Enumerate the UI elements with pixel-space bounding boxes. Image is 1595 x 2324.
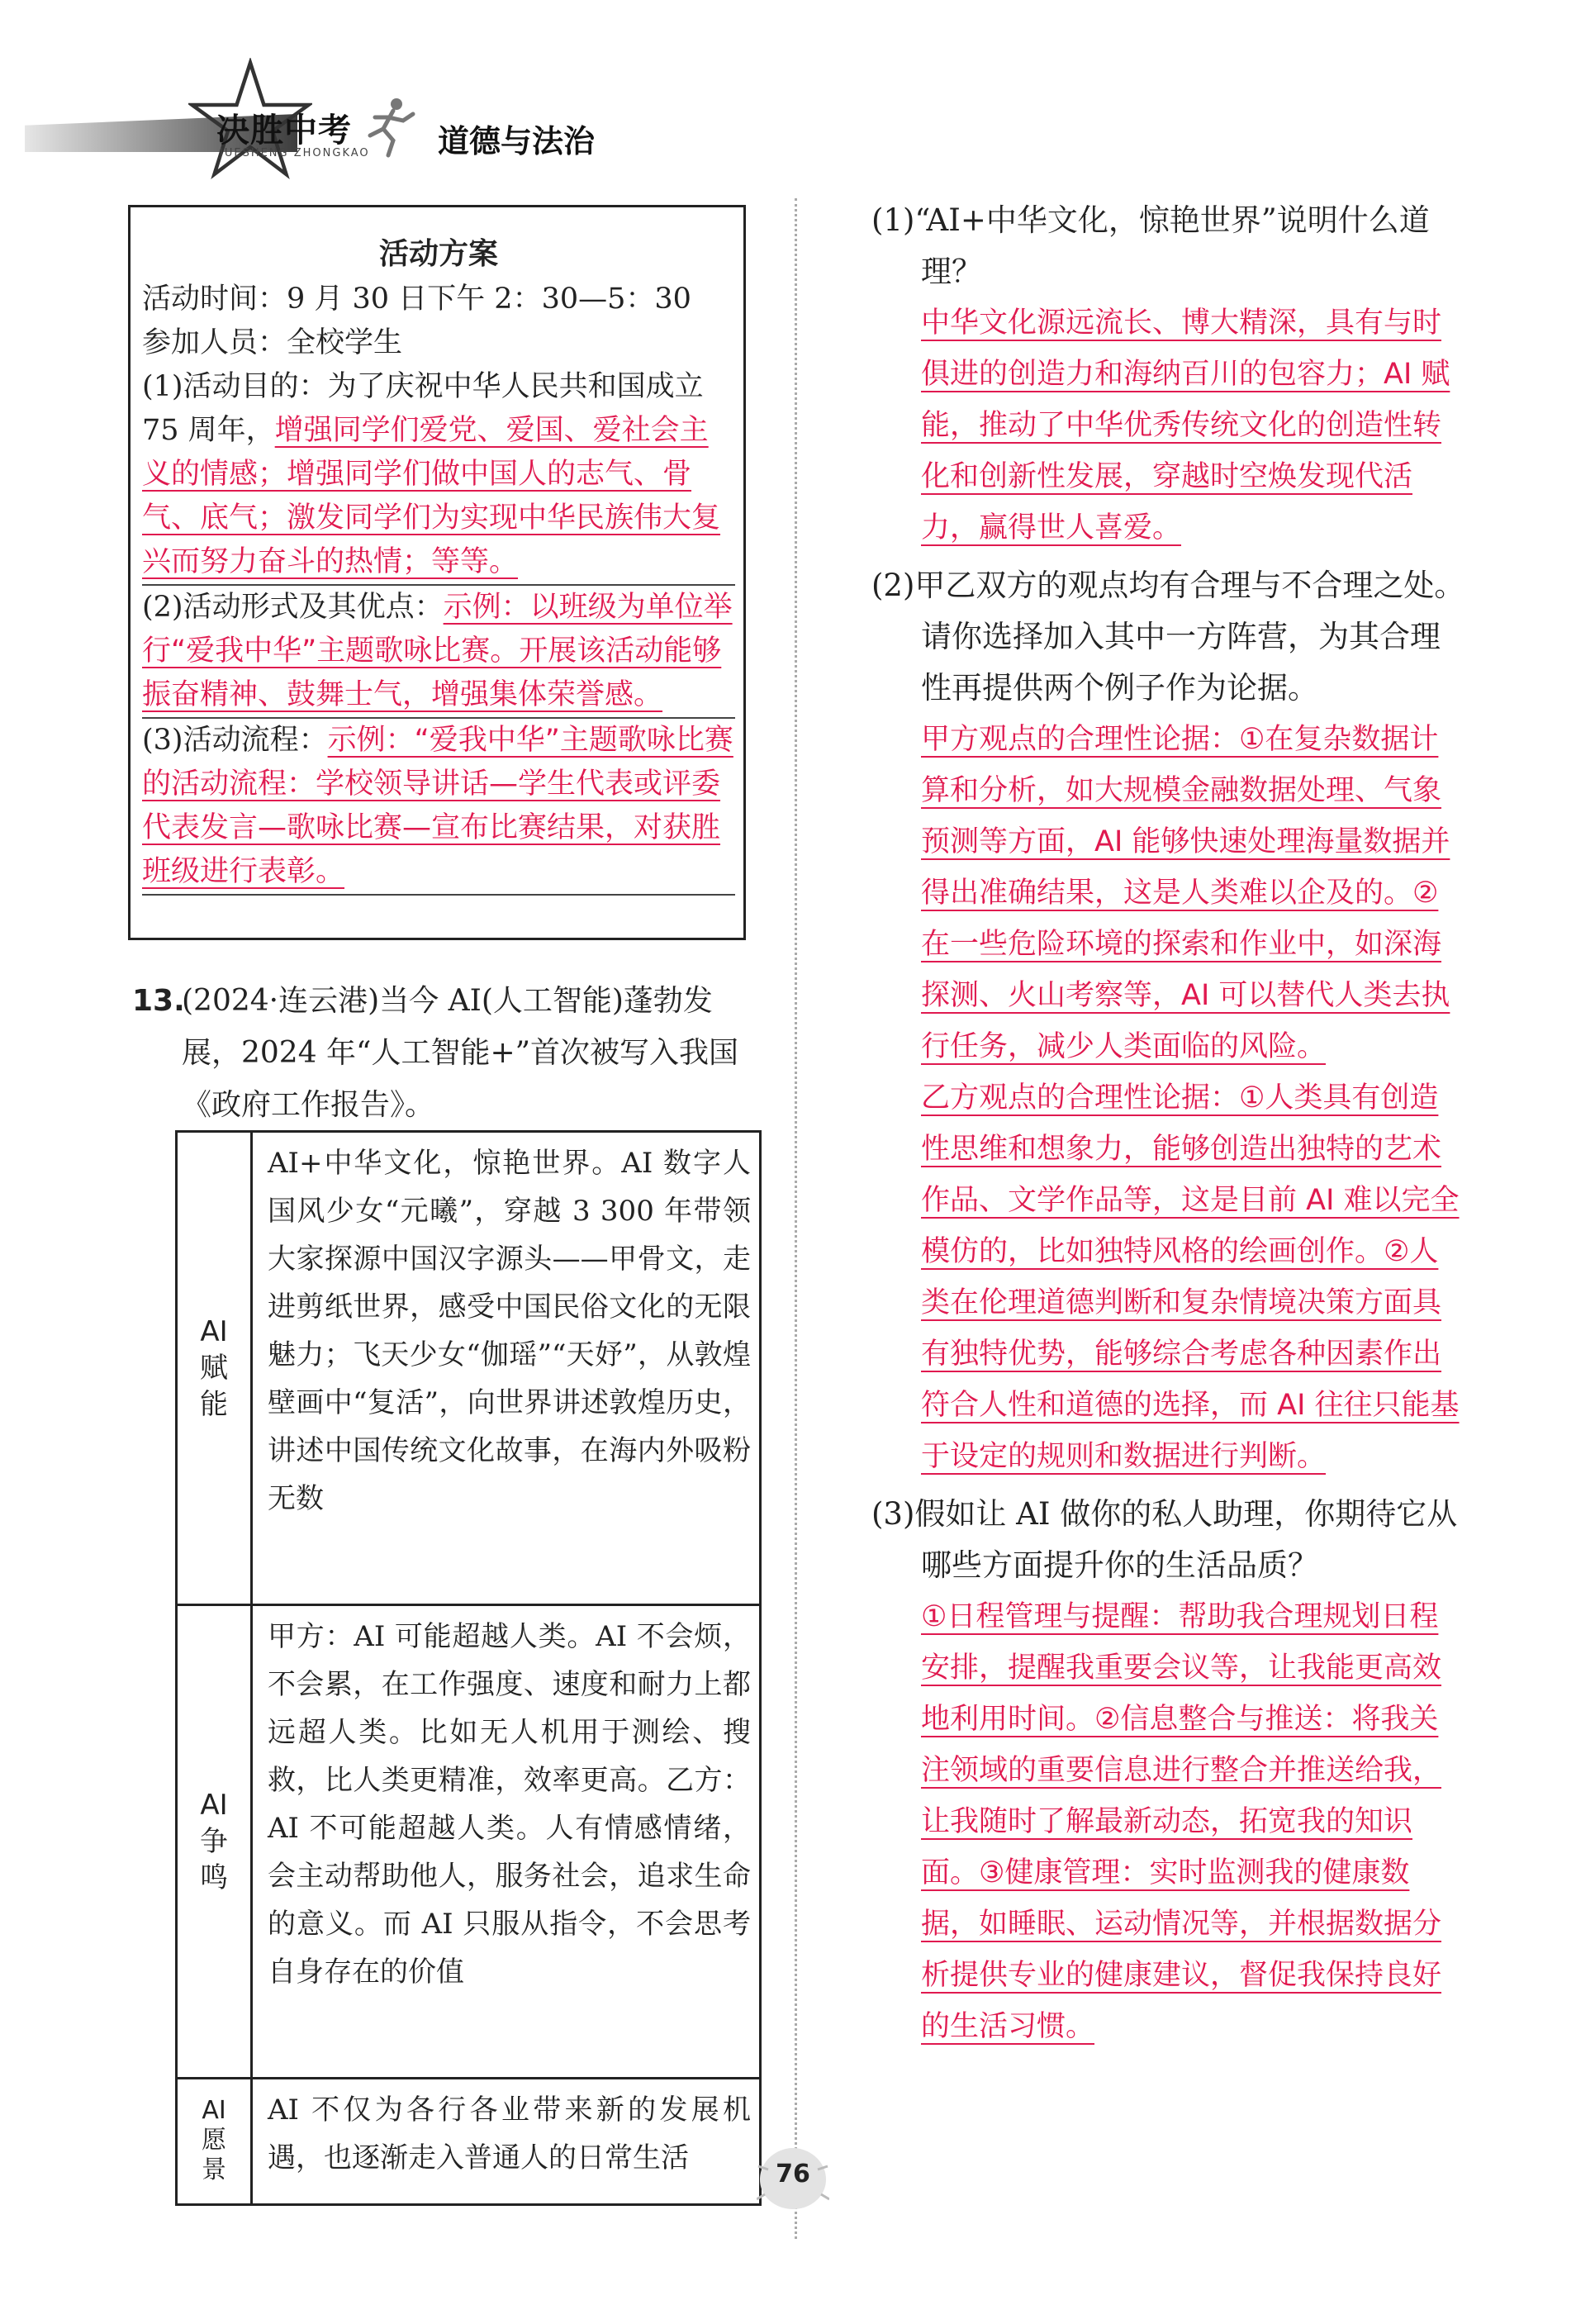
purpose-answer: 增强同学们爱党、爱国、爱社会主义的情感；增强同学们做中国人的志气、骨气、底气；激发同学们为实现中华民族伟大复兴而努力奋斗的热情；等等。	[142, 414, 721, 578]
process-answer: 示例：“爱我中华”主题歌咏比赛的活动流程：学校领导讲话—学生代表或评委代表发言—歌咏比赛—宣布比赛结果，对获胜班级进行表彰。	[142, 724, 733, 888]
activity-plan-title: 活动方案	[378, 237, 498, 271]
row-label-text: AI争鸣	[200, 1789, 228, 1894]
right-column	[871, 195, 1466, 2052]
sub-answer-1-text: 中华文化源远流长、博大精深，具有与时俱进的创造力和海纳百川的包容力；AI 赋能，推动了中华优秀传统文化的创造性转化和创新性发展，穿越时空焕发现代活力，赢得世人喜爱。	[921, 307, 1450, 544]
table-row	[177, 1132, 761, 1605]
sub-question-1: (1)“AI+中华文化，惊艳世界”说明什么道理？	[871, 202, 1430, 289]
page-number: 76	[776, 2160, 810, 2189]
activity-form	[142, 586, 735, 719]
material-table	[175, 1130, 762, 2206]
table-row	[177, 1605, 761, 2079]
sub-question-2: (2)甲乙双方的观点均有合理与不合理之处。请你选择加入其中一方阵营，为其合理性再提供两个例子作为论据。	[871, 568, 1465, 706]
sub-answer-2a	[871, 714, 1466, 1072]
row-content: 甲方：AI 可能超越人类。AI 不会烦，不会累，在工作强度、速度和耐力上都远超人类。比如无人机用于测绘、搜救，比人类更精准，效率更高。乙方：AI 不可能超越人类。人有情感情绪，会主动帮助他人，服务社会，追求生命的意义。而 AI 只服从指令，不会思考自身存在的价值	[252, 1605, 761, 2079]
brand-title: 决胜中考	[216, 112, 352, 150]
sub-answer-3-text: ①日程管理与提醒：帮助我合理规划日程安排，提醒我重要会议等，让我能更高效地利用时间。②信息整合与推送：将我关注领域的重要信息进行整合并推送给我，让我随时了解最新动态，拓宽我的知识面。③健康管理：实时监测我的健康数据，如睡眠、运动情况等，并根据数据分析提供专业的健康建议，督促我保持良好的生活习惯。	[921, 1600, 1442, 2043]
form-answer: 示例：以班级为单位举行“爱我中华”主题歌咏比赛。开展该活动能够振奋精神、鼓舞士气，增强集体荣誉感。	[142, 591, 733, 711]
purpose-label: (1)活动目的：为了庆祝中华人民共和国成立 75 周年，	[142, 370, 704, 447]
brand-pinyin: JUESHENG ZHONGKAO	[220, 147, 370, 159]
row-label	[177, 1132, 252, 1605]
question-number: 13.	[132, 984, 185, 1018]
form-label: (2)活动形式及其优点：	[142, 591, 444, 624]
sub-answer-2b-text: 乙方观点的合理性论据：①人类具有创造性思维和想象力，能够创造出独特的艺术作品、文学作品等，这是目前 AI 难以完全模仿的，比如独特风格的绘画创作。②人类在伦理道德判断和复杂情境决策方面具有独特优势，能够综合考虑各种因素作出符合人性和道德的选择，而 AI 往往只能基于设定的规则和数据进行判断。	[921, 1081, 1460, 1473]
activity-time: 活动时间：9 月 30 日下午 2：30—5：30	[142, 283, 691, 316]
runner-icon	[355, 93, 421, 159]
row-label	[177, 2079, 252, 2205]
question-13	[132, 975, 760, 1131]
column-divider	[795, 198, 797, 2239]
row-content: AI 不仅为各行各业带来新的发展机遇，也逐渐走入普通人的日常生活	[252, 2079, 761, 2205]
activity-purpose	[142, 365, 735, 586]
question-stem: (2024·连云港)当今 AI(人工智能)蓬勃发展，2024 年“人工智能+”首次被写入我国《政府工作报告》。	[182, 984, 739, 1122]
process-label: (3)活动流程：	[142, 724, 328, 757]
sub-answer-1	[871, 297, 1466, 554]
activity-plan-box	[128, 205, 746, 940]
sub-question-3: (3)假如让 AI 做你的私人助理，你期待它从哪些方面提升你的生活品质？	[871, 1496, 1458, 1583]
table-row	[177, 2079, 761, 2205]
sub-answer-3	[871, 1591, 1466, 2052]
subject-title: 道德与法治	[438, 123, 596, 159]
row-label-text: AI愿景	[202, 2096, 226, 2184]
sub-answer-2a-text: 甲方观点的合理性论据：①在复杂数据计算和分析，如大规模金融数据处理、气象预测等方面，AI 能够快速处理海量数据并得出准确结果，这是人类难以企及的。②在一些危险环境的探索和作业中，如深海探测、火山考察等，AI 可以替代人类去执行任务，减少人类面临的风险。	[921, 723, 1450, 1063]
row-label-text: AI赋能	[200, 1315, 228, 1421]
sub-answer-2b	[871, 1072, 1466, 1482]
activity-participants: 参加人员：全校学生	[142, 326, 403, 359]
row-label	[177, 1605, 252, 2079]
activity-process	[142, 719, 735, 896]
row-content: AI+中华文化，惊艳世界。AI 数字人国风少女“元曦”，穿越 3 300 年带领大家探源中国汉字源头——甲骨文，走进剪纸世界，感受中国民俗文化的无限魅力；飞天少女“伽瑶”“天妤”，从敦煌壁画中“复活”，向世界讲述敦煌历史，讲述中国传统文化故事，在海内外吸粉无数	[252, 1132, 761, 1605]
